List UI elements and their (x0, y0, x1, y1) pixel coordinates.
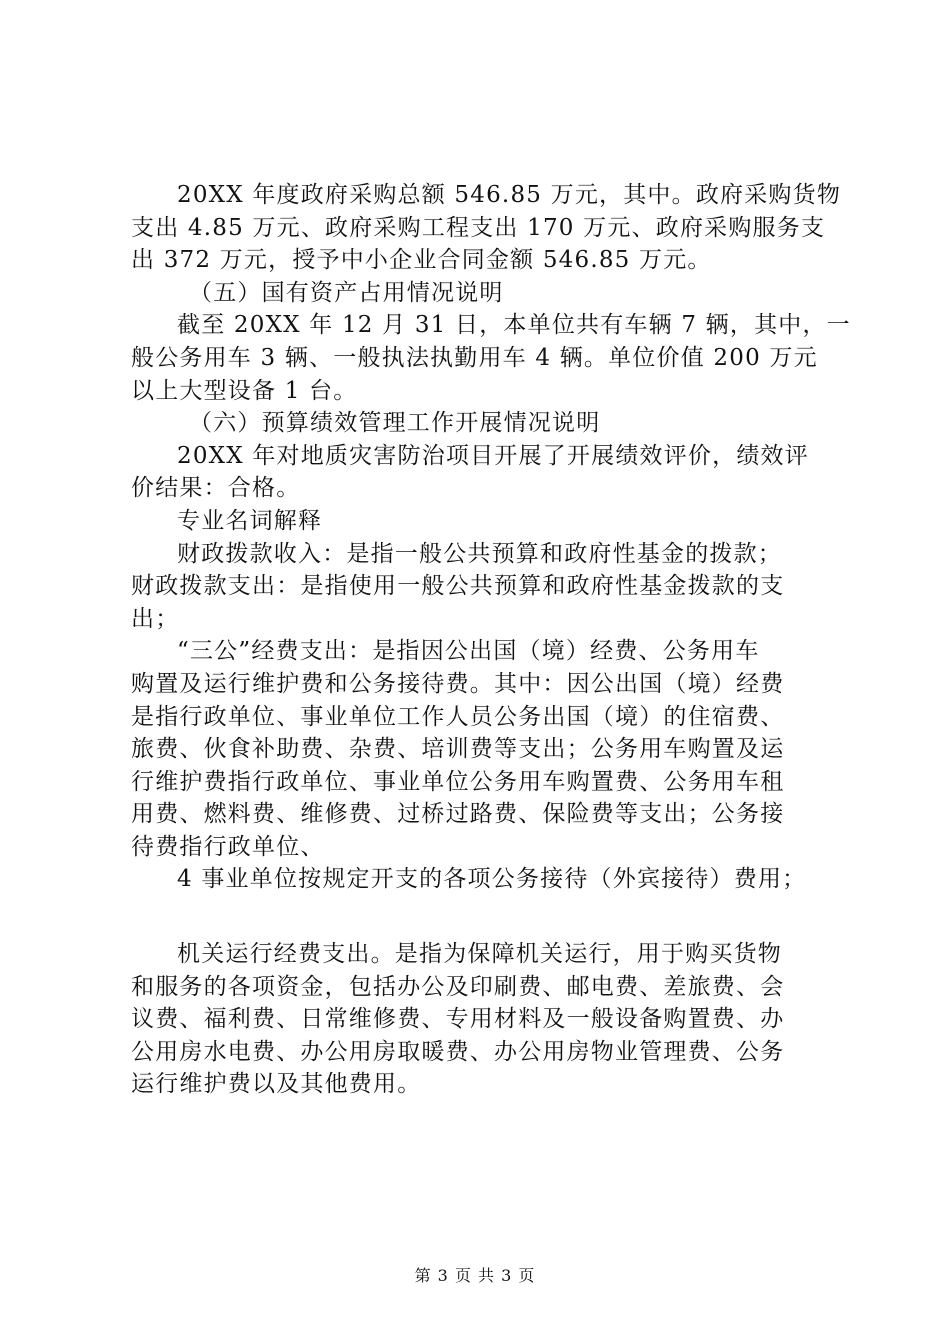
section-heading-glossary: 专业名词解释 (177, 507, 323, 534)
paragraph-assets-line-2: 般公务用车 3 辆、一般执法执勤用车 4 辆。单位价值 200 万元 (131, 344, 818, 371)
glossary-operating-cost-line-5: 运行维护费以及其他费用。 (131, 1071, 422, 1098)
glossary-three-public-line-4: 旅费、伙食补助费、杂费、培训费等支出；公务用车购置及运 (131, 736, 785, 763)
page-number-footer: 第 3 页 共 3 页 (414, 1266, 536, 1285)
glossary-three-public-line-7: 待费指行政单位、 (131, 833, 325, 860)
paragraph-performance-line-1: 20XX 年对地质灾害防治项目开展了开展绩效评价，绩效评 (177, 442, 809, 469)
glossary-three-public-line-2: 购置及运行维护费和公务接待费。其中：因公出国（境）经费 (131, 670, 785, 697)
glossary-three-public-line-6: 用费、燃料费、维修费、过桥过路费、保险费等支出；公务接 (131, 801, 785, 828)
section-heading-state-assets: （五）国有资产占用情况说明 (189, 279, 504, 306)
glossary-operating-cost-line-4: 公用房水电费、办公用房取暖费、办公用房物业管理费、公务 (131, 1038, 785, 1065)
paragraph-performance-line-2: 价结果：合格。 (131, 475, 301, 502)
glossary-three-public-line-1: “三公”经费支出：是指因公出国（境）经费、公务用车 (177, 638, 760, 665)
glossary-three-public-line-5: 行维护费指行政单位、事业单位公务用车购置费、公务用车租 (131, 768, 785, 795)
glossary-fiscal-expense-line-1: 财政拨款支出：是指使用一般公共预算和政府性基金拨款的支 (131, 573, 785, 600)
paragraph-assets-line-1: 截至 20XX 年 12 月 31 日，本单位共有车辆 7 辆，其中，一 (177, 312, 851, 339)
document-body (131, 179, 851, 1101)
glossary-operating-cost-line-3: 议费、福利费、日常维修费、专用材料及一般设备购置费、办 (131, 1006, 785, 1033)
paragraph-procurement-line-1: 20XX 年度政府采购总额 546.85 万元，其中。政府采购货物 (177, 182, 842, 208)
glossary-fiscal-expense-line-2: 出； (131, 605, 180, 632)
glossary-three-public-line-3: 是指行政单位、事业单位工作人员公务出国（境）的住宿费、 (131, 703, 785, 730)
glossary-operating-cost-line-2: 和服务的各项资金，包括办公及印刷费、邮电费、差旅费、会 (131, 973, 785, 1000)
section-heading-performance: （六）预算绩效管理工作开展情况说明 (189, 410, 601, 437)
glossary-fiscal-income: 财政拨款收入：是指一般公共预算和政府性基金的拨款； (177, 540, 782, 567)
glossary-three-public-line-8: 4 事业单位按规定开支的各项公务接待（外宾接待）费用； (177, 866, 807, 893)
paragraph-procurement-line-2: 支出 4.85 万元、政府采购工程支出 170 万元、政府采购服务支 (131, 214, 826, 241)
glossary-operating-cost-line-1: 机关运行经费支出。是指为保障机关运行，用于购买货物 (177, 941, 782, 968)
paragraph-assets-line-3: 以上大型设备 1 台。 (131, 377, 358, 404)
paragraph-spacer (131, 896, 831, 938)
paragraph-procurement-line-3: 出 372 万元，授予中小企业合同金额 546.85 万元。 (131, 247, 712, 274)
